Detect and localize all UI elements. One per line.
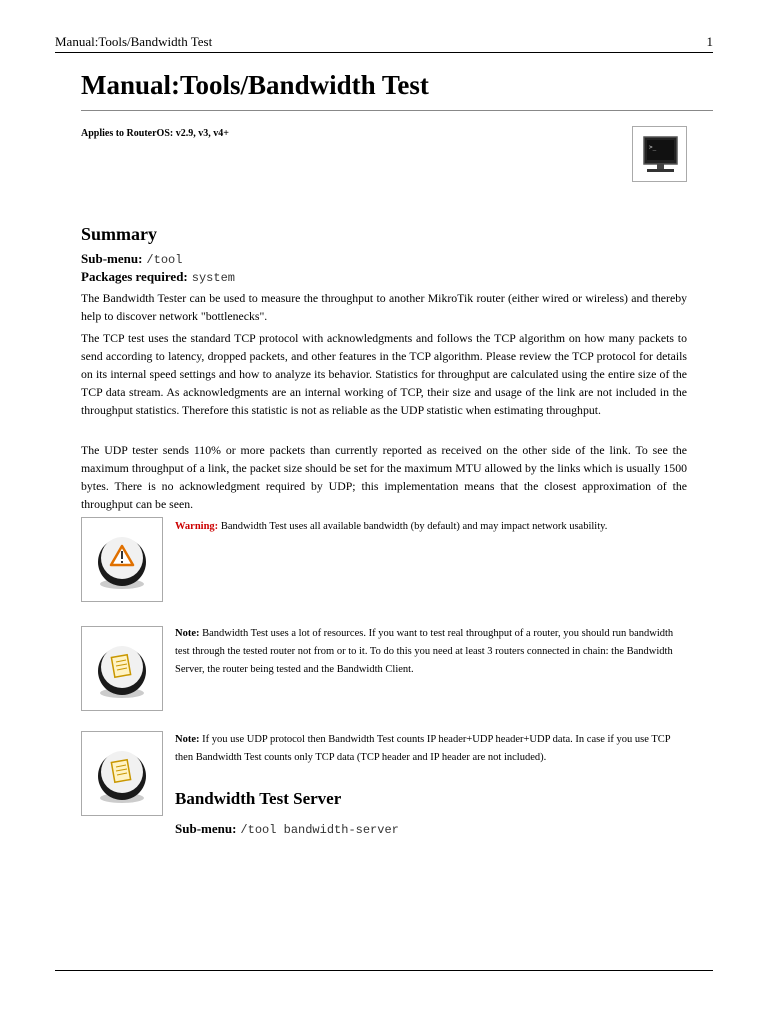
- packages-label: Packages required:: [81, 269, 188, 284]
- submenu-label: Sub-menu:: [81, 251, 143, 266]
- summary-heading: Summary: [81, 224, 157, 244]
- note-label: Note:: [175, 734, 200, 745]
- warning-label: Warning:: [175, 521, 219, 532]
- page-number: 1: [706, 34, 713, 49]
- packages-line: [81, 269, 235, 285]
- note-label: Note:: [175, 628, 200, 639]
- server-submenu-line: [175, 821, 399, 837]
- title-divider: [81, 110, 713, 111]
- svg-text:>_: >_: [649, 144, 657, 151]
- warning-text: Bandwidth Test uses all available bandwidth (by default) and may impact network usability.: [218, 521, 608, 532]
- summary-paragraph-1: The Bandwidth Tester can be used to measure the throughput to another MikroTik router (either wired or wireless) and thereby help to discover network "bottlenecks".: [81, 291, 687, 323]
- note-text: Bandwidth Test uses a lot of resources. If you want to test real throughput of a router, you should run bandwidth test through the tested router not from or to it. To do this you need at least 3 routers connected in chain: the Bandwidth Server, the router being tested and the Bandwidth Client.: [175, 628, 674, 675]
- running-header-title: Manual:Tools/Bandwidth Test: [55, 34, 213, 49]
- submenu-value: /tool: [146, 253, 183, 267]
- terminal-monitor-icon: [632, 126, 687, 182]
- page-title: Manual:Tools/Bandwidth Test: [81, 70, 429, 100]
- warning-triangle-icon: [81, 517, 163, 602]
- summary-paragraph-3: The UDP tester sends 110% or more packets than currently reported as received on the other side of the link. To see the maximum throughput of a link, the packet size should be set for the maximum MTU allowed by the links which is usually 1500 bytes. There is no acknowledgment required by UDP; this implementation means that the closest approximation of the throughput can be seen.: [81, 443, 687, 511]
- note-text: If you use UDP protocol then Bandwidth Test counts IP header+UDP header+UDP data. In case if you use TCP then Bandwidth Test counts only TCP data (TCP header and IP header are not included).: [175, 734, 671, 763]
- note-pad-icon: [81, 626, 163, 711]
- submenu-line: [81, 251, 182, 267]
- note-pad-icon: [81, 731, 163, 816]
- footer-divider: [55, 970, 713, 971]
- summary-paragraph-2: The TCP test uses the standard TCP protocol with acknowledgments and follows the TCP algorithm on how many packets to send according to latency, dropped packets, and other features in the TCP algorithm. Please review the TCP protocol for details on its internal speed settings and how to analyze its behavior. Statistics for throughput are calculated using the entire size of the TCP data stream. As acknowledgments are an internal working of TCP, their size and usage of the link are not included in the throughput statistics. Therefore this statistic is not as reliable as the UDP statistic when estimating throughput.: [81, 331, 687, 417]
- bandwidth-server-heading: Bandwidth Test Server: [175, 789, 342, 808]
- note-notice-2: [175, 731, 688, 767]
- running-header: [55, 34, 713, 53]
- server-submenu-value: /tool bandwidth-server: [240, 823, 399, 837]
- server-submenu-label: Sub-menu:: [175, 821, 237, 836]
- packages-value: system: [191, 271, 235, 285]
- applies-to: Applies to RouterOS: v2.9, v3, v4+: [81, 128, 229, 139]
- warning-notice: [175, 518, 688, 536]
- note-notice-1: [175, 625, 688, 679]
